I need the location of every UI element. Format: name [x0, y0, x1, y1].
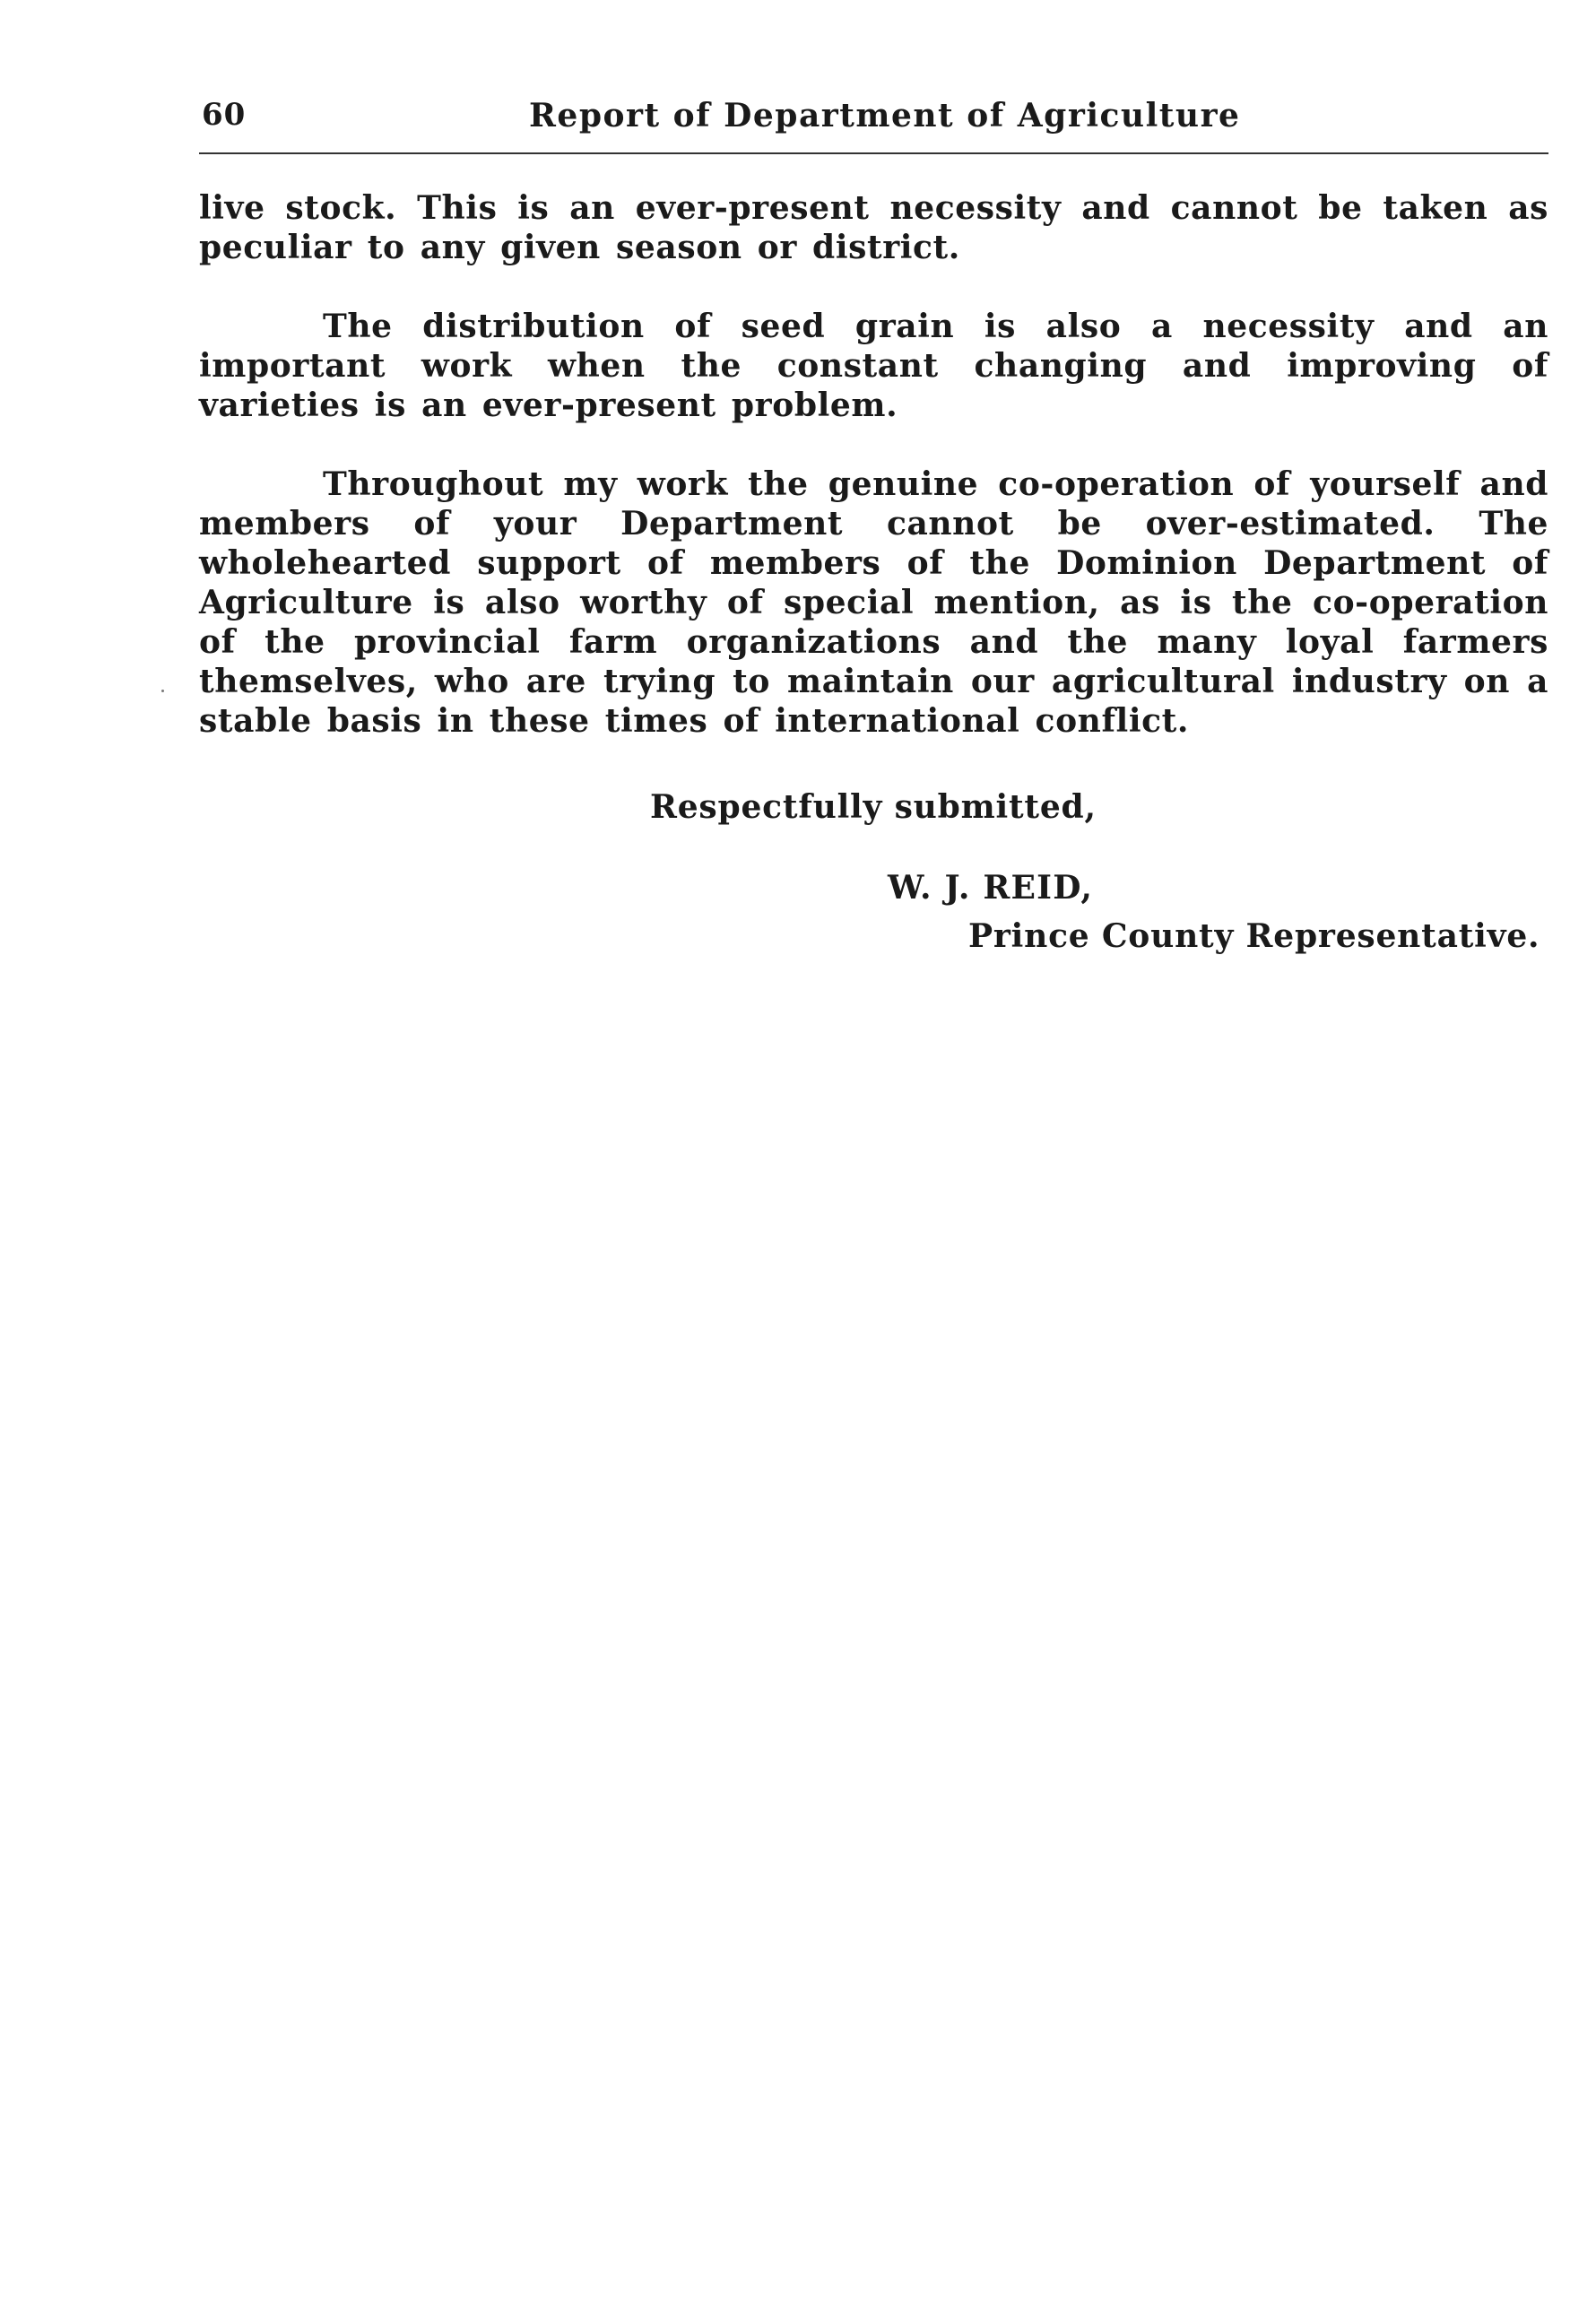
- signer-name: W. J. REID,: [888, 869, 1094, 907]
- paragraph-continuation: live stock. This is an ever-present necessity and cannot be taken as peculiar to any given season or district.: [199, 189, 1548, 266]
- header-title: Report of Department of Agriculture: [529, 97, 1241, 135]
- paragraph-seed-grain: The distribution of seed grain is also a necessity and an important work when the constant changing and improving of varieties is an ever-present problem.: [199, 308, 1548, 424]
- paragraph-acknowledgements: Throughout my work the genuine co-operation of yourself and members of your Department cannot be over-estimated. The wholehearted support of members of the Dominion Department of Agriculture is also worthy of special mention, as is the co-operation of the provincial farm organizations and the many loyal farmers themselves, who are trying to maintain our agricultural industry on a stable basis in these times of international conflict.: [199, 465, 1548, 740]
- closing-salutation: Respectfully submitted,: [650, 788, 1097, 826]
- scan-speck: [161, 690, 164, 692]
- running-header: [202, 97, 1547, 151]
- header-divider: [199, 152, 1548, 154]
- report-body: [199, 188, 1548, 780]
- signer-title: Prince County Representative.: [968, 917, 1540, 955]
- page-number: 60: [202, 97, 247, 133]
